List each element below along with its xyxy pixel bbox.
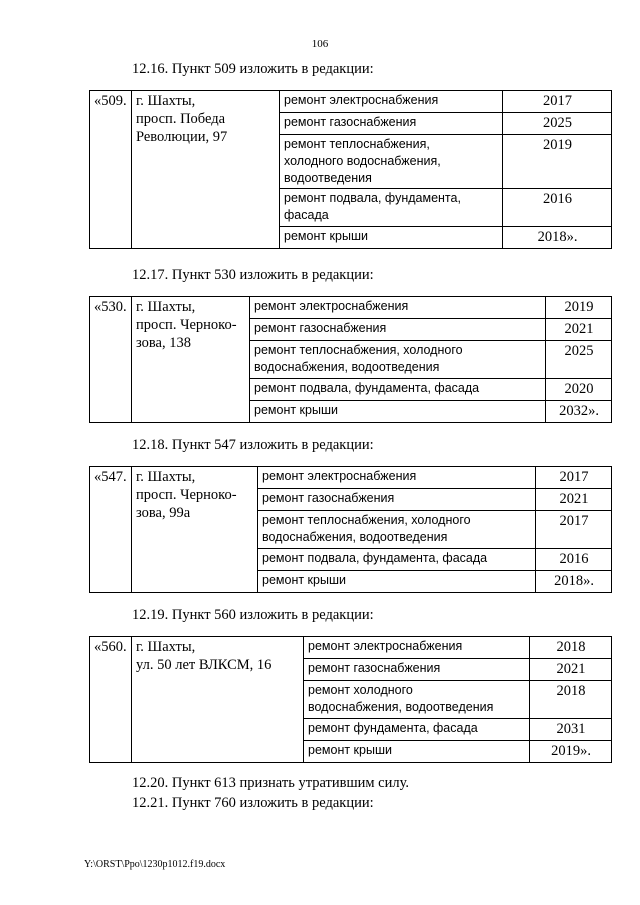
work-type-cell xyxy=(280,227,503,249)
work-type-cell xyxy=(258,489,536,511)
year-cell: 2019». xyxy=(530,741,612,763)
item-number-cell: «560. xyxy=(90,637,132,763)
text-line: Революции, 97 xyxy=(136,129,228,145)
text-line: ремонт газоснабжения xyxy=(262,491,395,505)
text-line: г. Шахты, xyxy=(136,469,196,485)
year-cell: 2017 xyxy=(503,91,612,113)
year-cell: 2016 xyxy=(503,189,612,227)
work-type-cell xyxy=(250,379,546,401)
address-cell xyxy=(132,91,280,249)
work-type-cell xyxy=(250,297,546,319)
work-type-cell xyxy=(258,467,536,489)
work-type-cell xyxy=(304,637,530,659)
text-line: ремонт электроснабжения xyxy=(284,93,439,107)
address-cell xyxy=(132,297,250,423)
year-cell: 2021 xyxy=(530,659,612,681)
section-heading: 12.18. Пункт 547 изложить в редакции: xyxy=(132,437,374,453)
work-type-cell xyxy=(304,659,530,681)
amendment-table xyxy=(89,90,612,249)
year-cell: 2032». xyxy=(546,401,612,423)
text-line: водоотведения xyxy=(284,171,372,185)
text-line: ремонт газоснабжения xyxy=(308,661,441,675)
text-line: ремонт газоснабжения xyxy=(284,115,417,129)
table-row xyxy=(90,91,612,113)
text-line: г. Шахты, xyxy=(136,299,196,315)
text-line: просп. Черноко- xyxy=(136,317,237,333)
text-line: ремонт электроснабжения xyxy=(262,469,417,483)
year-cell: 2018». xyxy=(503,227,612,249)
text-line: ремонт газоснабжения xyxy=(254,321,387,335)
work-type-cell xyxy=(280,189,503,227)
year-cell: 2017 xyxy=(536,467,612,489)
item-number-cell: «530. xyxy=(90,297,132,423)
year-cell: 2025 xyxy=(546,341,612,379)
work-type-cell xyxy=(280,135,503,189)
work-type-cell xyxy=(250,401,546,423)
work-type-cell xyxy=(304,719,530,741)
amendment-table xyxy=(89,466,612,593)
text-line: холодного водоснабжения, xyxy=(284,154,441,168)
table-row xyxy=(90,297,612,319)
paragraph: 12.21. Пункт 760 изложить в редакции: xyxy=(132,795,374,811)
text-line: ремонт холодного xyxy=(308,683,413,697)
year-cell: 2025 xyxy=(503,113,612,135)
work-type-cell xyxy=(250,319,546,341)
text-line: фасада xyxy=(284,208,329,222)
text-line: ремонт теплоснабжения, xyxy=(284,137,430,151)
year-cell: 2021 xyxy=(546,319,612,341)
table-row xyxy=(90,467,612,489)
text-line: зова, 99а xyxy=(136,505,191,521)
work-type-cell xyxy=(304,741,530,763)
text-line: ремонт подвала, фундамента, xyxy=(284,191,461,205)
year-cell: 2018 xyxy=(530,637,612,659)
year-cell: 2018 xyxy=(530,681,612,719)
text-line: ремонт теплоснабжения, холодного xyxy=(254,343,463,357)
text-line: ремонт теплоснабжения, холодного xyxy=(262,513,471,527)
item-number-cell: «509. xyxy=(90,91,132,249)
text-line: просп. Победа xyxy=(136,111,226,127)
text-line: водоснабжения, водоотведения xyxy=(254,360,440,374)
amendment-table xyxy=(89,296,612,423)
section-heading: 12.19. Пункт 560 изложить в редакции: xyxy=(132,607,374,623)
work-type-cell xyxy=(258,549,536,571)
work-type-cell xyxy=(258,571,536,593)
text-line: ремонт электроснабжения xyxy=(254,299,409,313)
work-type-cell xyxy=(258,511,536,549)
year-cell: 2031 xyxy=(530,719,612,741)
section-heading: 12.16. Пункт 509 изложить в редакции: xyxy=(132,61,374,77)
text-line: г. Шахты, xyxy=(136,93,196,109)
text-line: ремонт крыши xyxy=(284,229,368,243)
text-line: водоснабжения, водоотведения xyxy=(262,530,448,544)
footer-file-path: Y:\ORST\Ppo\1230p1012.f19.docx xyxy=(84,859,226,870)
text-line: ремонт крыши xyxy=(262,573,346,587)
year-cell: 2020 xyxy=(546,379,612,401)
text-line: ремонт фундамента, фасада xyxy=(308,721,478,735)
section-heading: 12.17. Пункт 530 изложить в редакции: xyxy=(132,267,374,283)
amendment-table xyxy=(89,636,612,763)
work-type-cell xyxy=(280,91,503,113)
address-cell xyxy=(132,467,258,593)
work-type-cell xyxy=(250,341,546,379)
item-number-cell: «547. xyxy=(90,467,132,593)
text-line: зова, 138 xyxy=(136,335,191,351)
text-line: ремонт подвала, фундамента, фасада xyxy=(262,551,488,565)
year-cell: 2019 xyxy=(503,135,612,189)
text-line: ул. 50 лет ВЛКСМ, 16 xyxy=(136,657,272,673)
text-line: ремонт электроснабжения xyxy=(308,639,463,653)
text-line: ремонт крыши xyxy=(308,743,392,757)
year-cell: 2019 xyxy=(546,297,612,319)
year-cell: 2021 xyxy=(536,489,612,511)
work-type-cell xyxy=(280,113,503,135)
text-line: г. Шахты, xyxy=(136,639,196,655)
text-line: просп. Черноко- xyxy=(136,487,237,503)
text-line: ремонт подвала, фундамента, фасада xyxy=(254,381,480,395)
text-line: водоснабжения, водоотведения xyxy=(308,700,494,714)
paragraph: 12.20. Пункт 613 признать утратившим силу. xyxy=(132,775,410,791)
year-cell: 2018». xyxy=(536,571,612,593)
page-number: 106 xyxy=(311,38,329,50)
text-line: ремонт крыши xyxy=(254,403,338,417)
work-type-cell xyxy=(304,681,530,719)
year-cell: 2017 xyxy=(536,511,612,549)
table-row xyxy=(90,637,612,659)
year-cell: 2016 xyxy=(536,549,612,571)
address-cell xyxy=(132,637,304,763)
